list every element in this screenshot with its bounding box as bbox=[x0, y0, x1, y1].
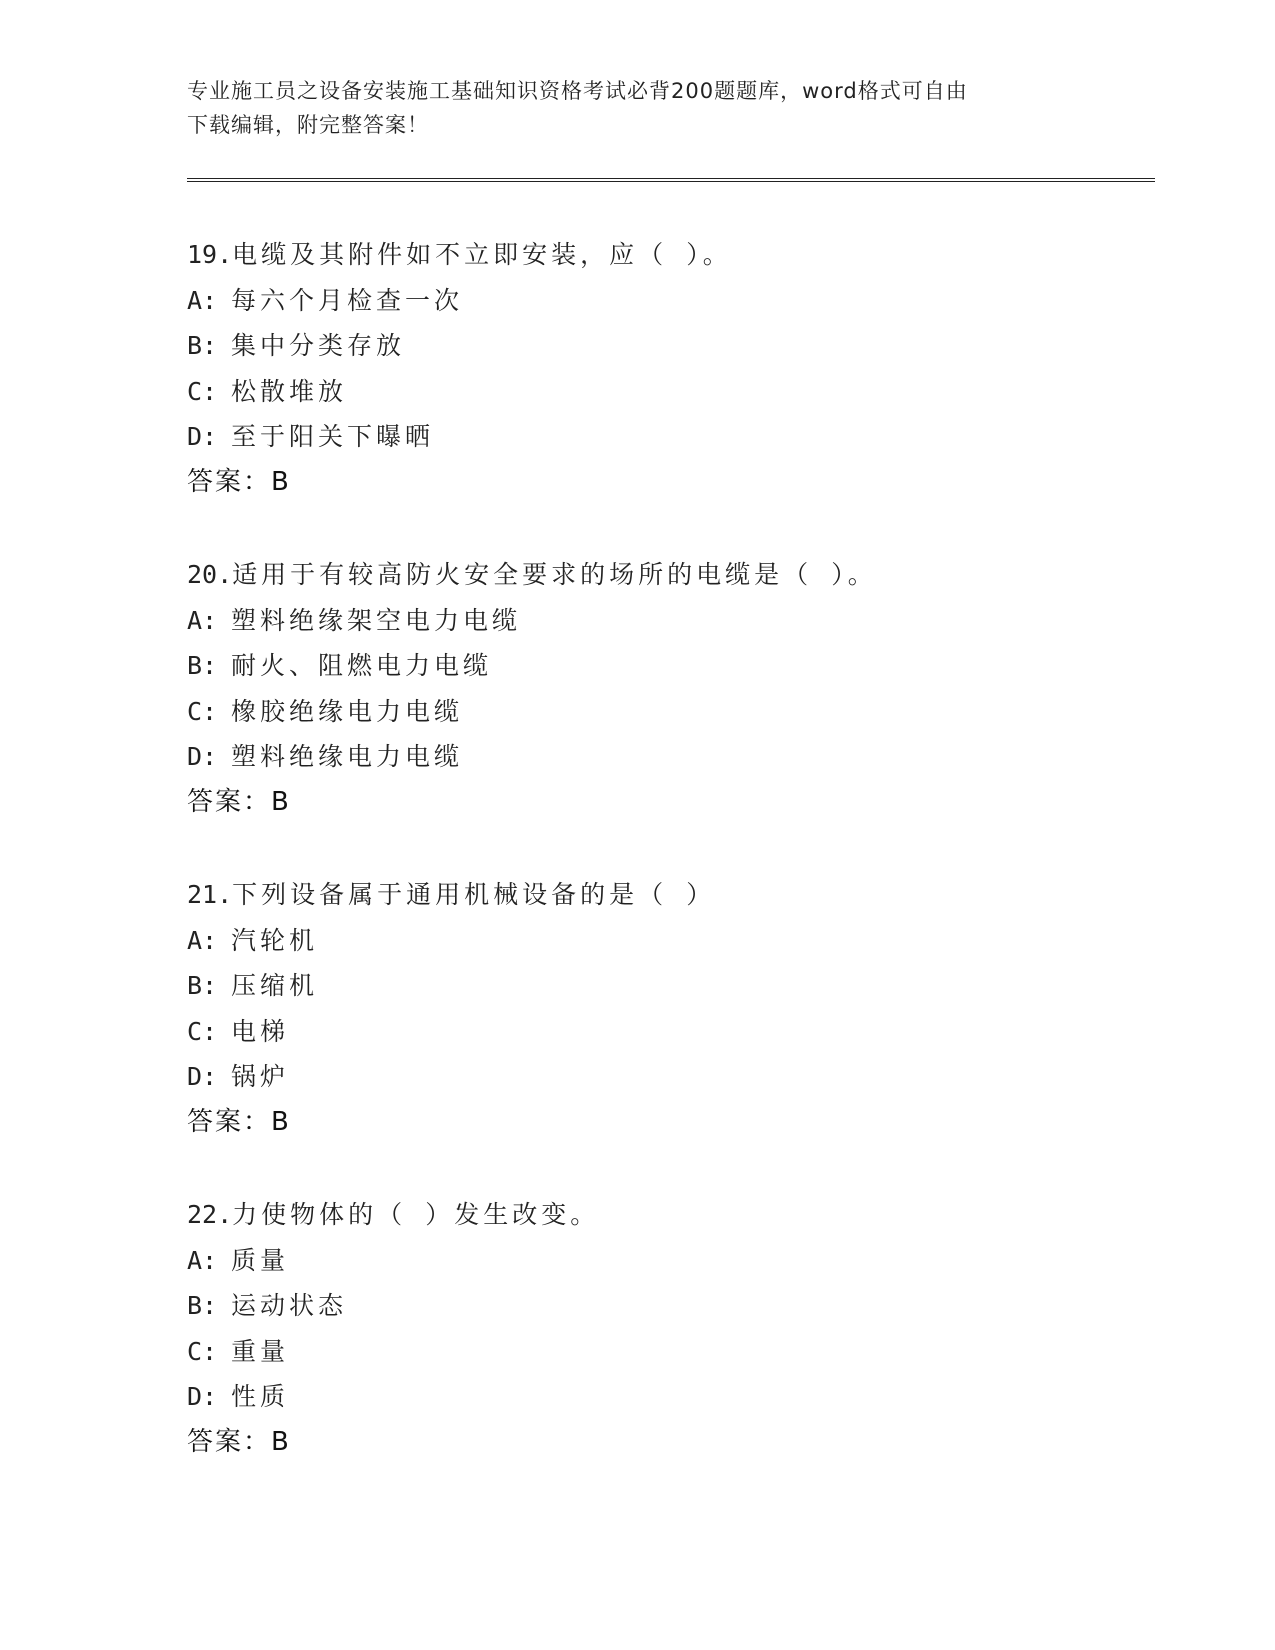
question-stem bbox=[187, 1192, 1147, 1238]
option-a bbox=[187, 918, 1147, 964]
answer-label: 答案： bbox=[187, 466, 272, 497]
answer-line bbox=[187, 1100, 1147, 1146]
question-text: 电缆及其附件如不立即安装，应（ ）。 bbox=[232, 240, 732, 269]
option-label: A: bbox=[187, 1245, 218, 1275]
option-b bbox=[187, 643, 1147, 689]
option-label: D: bbox=[187, 1382, 218, 1411]
header-line-2: 下载编辑，附完整答案！ bbox=[187, 113, 429, 137]
option-text: 电梯 bbox=[231, 1016, 290, 1046]
option-text: 塑料绝缘架空电力电缆 bbox=[231, 605, 522, 635]
question-19 bbox=[187, 232, 1147, 552]
option-a bbox=[187, 1238, 1147, 1284]
question-number: 21. bbox=[187, 880, 233, 909]
option-d bbox=[187, 414, 1147, 460]
option-text: 压缩机 bbox=[231, 971, 319, 1000]
option-label: B: bbox=[187, 1291, 218, 1320]
option-b bbox=[187, 323, 1147, 369]
option-d bbox=[187, 734, 1147, 780]
option-text: 橡胶绝缘电力电缆 bbox=[231, 696, 464, 726]
option-d bbox=[187, 1374, 1147, 1420]
question-number: 20. bbox=[187, 560, 233, 589]
option-text: 塑料绝缘电力电缆 bbox=[231, 742, 464, 771]
option-label: D: bbox=[187, 742, 218, 771]
answer-value: B bbox=[271, 1106, 291, 1137]
option-text: 汽轮机 bbox=[231, 925, 319, 955]
option-label: D: bbox=[187, 1062, 218, 1091]
option-text: 每六个月检查一次 bbox=[231, 285, 464, 315]
question-stem bbox=[187, 552, 1147, 598]
question-stem bbox=[187, 232, 1147, 278]
question-number: 22. bbox=[187, 1200, 233, 1229]
option-text: 锅炉 bbox=[231, 1062, 290, 1091]
question-text: 力使物体的（ ）发生改变。 bbox=[232, 1200, 600, 1229]
option-label: C: bbox=[187, 696, 218, 726]
option-text: 集中分类存放 bbox=[231, 331, 406, 360]
question-text: 下列设备属于通用机械设备的是（ ） bbox=[232, 880, 716, 909]
option-label: B: bbox=[187, 971, 218, 1000]
option-b bbox=[187, 1283, 1147, 1329]
header-divider bbox=[187, 178, 1155, 182]
option-text: 性质 bbox=[231, 1382, 290, 1411]
answer-value: B bbox=[271, 786, 291, 817]
answer-value: B bbox=[271, 1426, 291, 1457]
option-label: B: bbox=[187, 331, 218, 360]
answer-label: 答案： bbox=[187, 786, 272, 817]
question-stem bbox=[187, 872, 1147, 918]
option-c bbox=[187, 369, 1147, 415]
option-label: D: bbox=[187, 422, 218, 451]
header-line-1: 专业施工员之设备安装施工基础知识资格考试必背200题题库，word格式可自由 bbox=[187, 79, 968, 103]
option-label: C: bbox=[187, 1336, 218, 1366]
option-label: C: bbox=[187, 1016, 218, 1046]
answer-line bbox=[187, 780, 1147, 826]
answer-line bbox=[187, 460, 1147, 506]
option-c bbox=[187, 1009, 1147, 1055]
option-c bbox=[187, 1329, 1147, 1375]
answer-value: B bbox=[271, 466, 291, 497]
option-label: B: bbox=[187, 651, 218, 680]
option-c bbox=[187, 689, 1147, 735]
question-list bbox=[187, 232, 1147, 1512]
option-text: 至于阳关下曝晒 bbox=[231, 422, 435, 451]
answer-label: 答案： bbox=[187, 1426, 272, 1457]
question-text: 适用于有较高防火安全要求的场所的电缆是（ ）。 bbox=[232, 560, 877, 589]
document-header bbox=[187, 74, 1087, 142]
option-label: C: bbox=[187, 376, 218, 406]
question-number: 19. bbox=[187, 240, 233, 269]
question-21 bbox=[187, 872, 1147, 1192]
option-a bbox=[187, 278, 1147, 324]
option-label: A: bbox=[187, 285, 218, 315]
option-text: 重量 bbox=[231, 1336, 290, 1366]
answer-line bbox=[187, 1420, 1147, 1466]
answer-label: 答案： bbox=[187, 1106, 272, 1137]
option-a bbox=[187, 598, 1147, 644]
option-text: 质量 bbox=[231, 1245, 290, 1275]
question-20 bbox=[187, 552, 1147, 872]
option-label: A: bbox=[187, 605, 218, 635]
option-b bbox=[187, 963, 1147, 1009]
option-d bbox=[187, 1054, 1147, 1100]
option-label: A: bbox=[187, 925, 218, 955]
question-22 bbox=[187, 1192, 1147, 1512]
option-text: 运动状态 bbox=[231, 1291, 348, 1320]
option-text: 耐火、阻燃电力电缆 bbox=[231, 651, 493, 680]
option-text: 松散堆放 bbox=[231, 376, 348, 406]
